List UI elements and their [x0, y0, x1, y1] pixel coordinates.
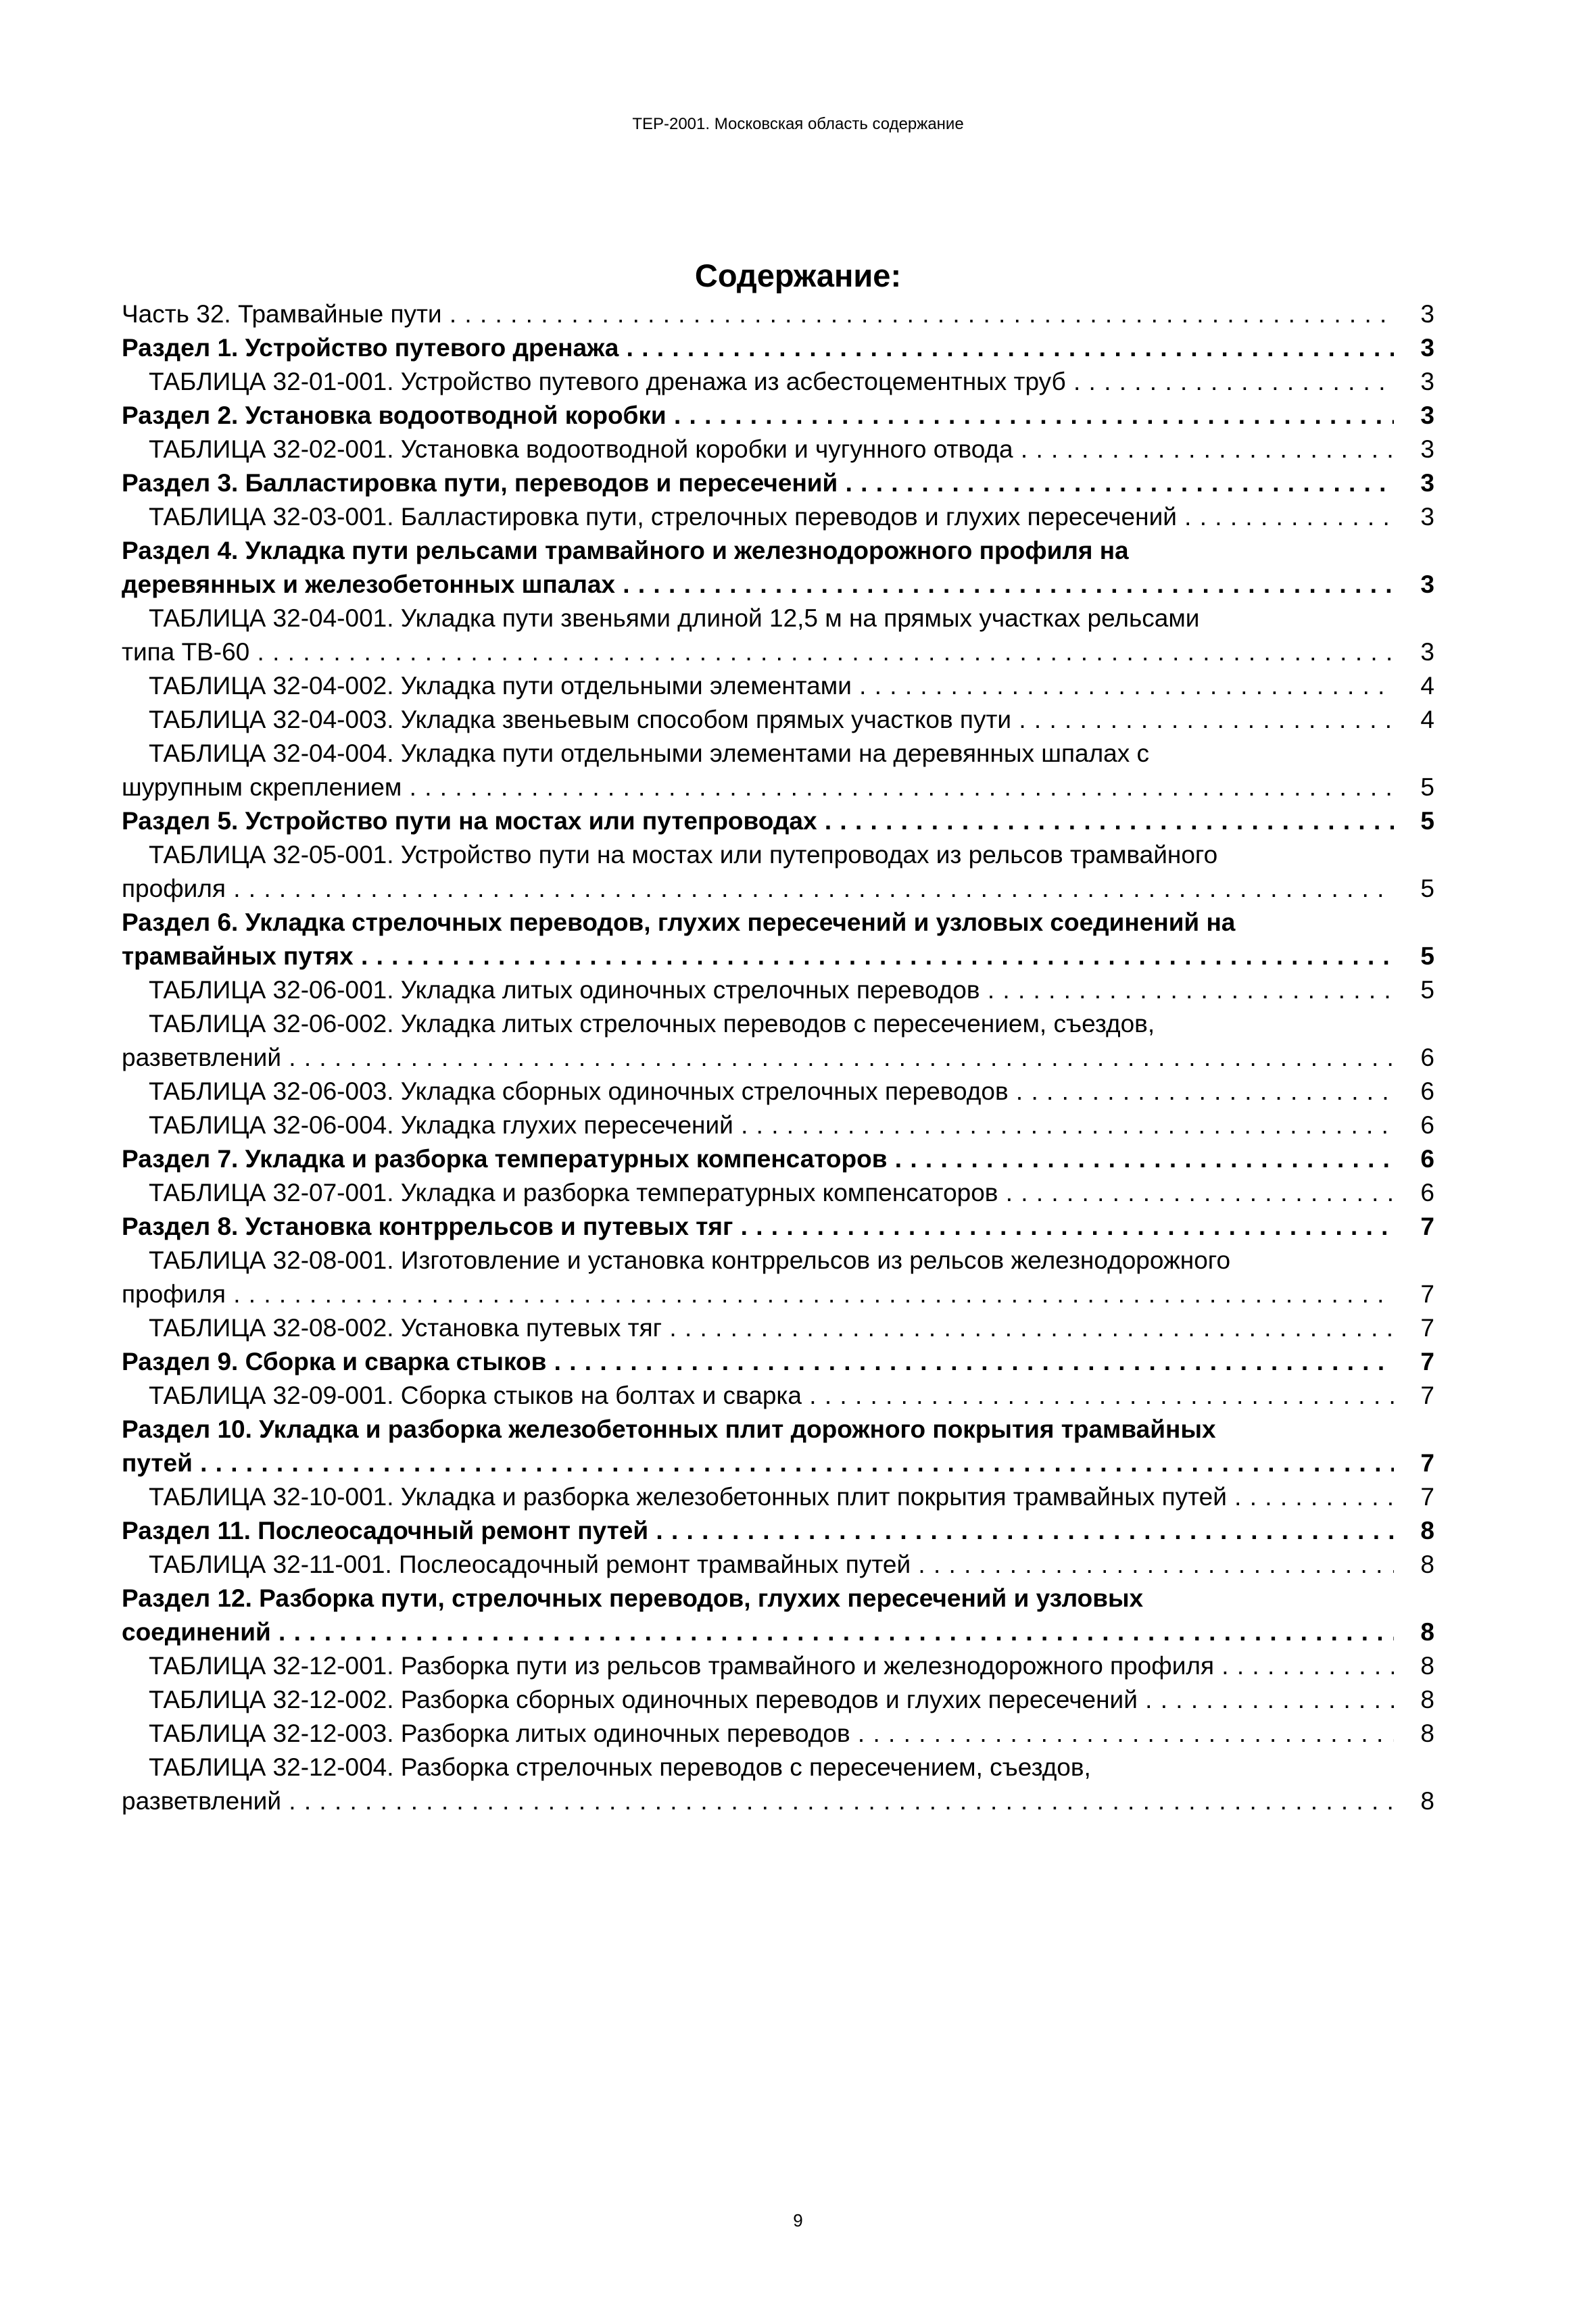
toc-page-number: 3 — [1420, 401, 1434, 429]
toc-entry[interactable] — [122, 433, 1434, 466]
toc-page-number: 8 — [1420, 1720, 1434, 1747]
toc-entry[interactable] — [122, 1514, 1434, 1548]
toc-entry-line: профиля . . . — [122, 875, 1394, 902]
toc-entry-line: Раздел 12. Разборка пути, стрелочных переводов, глухих пересечений и узловых — [122, 1584, 1144, 1612]
toc-entry-text — [122, 703, 1394, 737]
toc-page-number: 7 — [1420, 1348, 1434, 1375]
toc-entry-line: типа ТВ-60 . . . — [122, 638, 1394, 666]
toc-entry-line: деревянных и железобетонных шпалах . . . — [122, 570, 1394, 598]
toc-entry[interactable] — [122, 1345, 1434, 1379]
toc-entry-text — [122, 737, 1394, 804]
toc-page-number: 7 — [1420, 1314, 1434, 1342]
toc-entry[interactable] — [122, 399, 1434, 433]
toc-entry-text — [122, 433, 1394, 466]
toc-page-number: 6 — [1420, 1179, 1434, 1207]
toc-entry[interactable] — [122, 1244, 1434, 1311]
toc-entry[interactable] — [122, 331, 1434, 365]
toc-entry-line: Раздел 5. Устройство пути на мостах или путепроводах . . . — [122, 807, 1394, 835]
toc-entry-text — [122, 838, 1394, 906]
toc-entry-text — [122, 602, 1394, 669]
toc-page-number: 7 — [1420, 1483, 1434, 1511]
toc-page-number: 7 — [1420, 1449, 1434, 1477]
toc-entry-text — [122, 500, 1394, 534]
toc-page-number: 4 — [1420, 672, 1434, 700]
toc-entry-text — [122, 1311, 1394, 1345]
toc-entry-line: Раздел 11. Послеосадочный ремонт путей . . . — [122, 1517, 1394, 1544]
toc-entry[interactable] — [122, 1480, 1434, 1514]
toc-entry-line: ТАБЛИЦА 32-04-004. Укладка пути отдельными элементами на деревянных шпалах с — [149, 739, 1150, 767]
toc-entry[interactable] — [122, 1176, 1434, 1210]
toc-page-number: 3 — [1420, 334, 1434, 362]
toc-entry-line: разветвлений . . . — [122, 1044, 1394, 1071]
toc-entry-text — [122, 1379, 1394, 1413]
toc-entry[interactable] — [122, 838, 1434, 906]
toc-page-number: 8 — [1420, 1551, 1434, 1578]
toc-entry-line: ТАБЛИЦА 32-06-003. Укладка сборных одиночных стрелочных переводов . . . — [149, 1077, 1394, 1105]
toc-entry[interactable] — [122, 1379, 1434, 1413]
toc-page-number: 7 — [1420, 1382, 1434, 1409]
toc-page-number: 3 — [1420, 469, 1434, 497]
toc-entry-line: ТАБЛИЦА 32-06-004. Укладка глухих пересечений . . . — [149, 1111, 1394, 1139]
toc-entry-line: соединений . . . — [122, 1618, 1394, 1646]
toc-entry-line: ТАБЛИЦА 32-09-001. Сборка стыков на болтах и сварка . . . — [149, 1382, 1394, 1409]
toc-entry[interactable] — [122, 466, 1434, 500]
toc-entry-line: ТАБЛИЦА 32-04-001. Укладка пути звеньями длиной 12,5 м на прямых участках рельсами — [149, 604, 1200, 632]
toc-entry-text — [122, 1007, 1394, 1075]
toc-entry-line: ТАБЛИЦА 32-02-001. Установка водоотводной коробки и чугунного отвода . . . — [149, 435, 1394, 463]
toc-entry[interactable] — [122, 1210, 1434, 1244]
toc-entry-text — [122, 1480, 1394, 1514]
toc-entry-text — [122, 1075, 1394, 1108]
table-of-contents — [122, 297, 1434, 1818]
toc-entry-text — [122, 399, 1394, 433]
toc-entry-line: ТАБЛИЦА 32-05-001. Устройство пути на мостах или путепроводах из рельсов трамвайного — [149, 841, 1218, 869]
toc-entry[interactable] — [122, 1751, 1434, 1818]
toc-entry[interactable] — [122, 906, 1434, 973]
toc-entry[interactable] — [122, 297, 1434, 331]
toc-page-number: 6 — [1420, 1145, 1434, 1173]
toc-entry-line: Раздел 4. Укладка пути рельсами трамвайного и железнодорожного профиля на — [122, 537, 1129, 564]
toc-entry-line: ТАБЛИЦА 32-03-001. Балластировка пути, стрелочных переводов и глухих пересечений . . . — [149, 503, 1394, 531]
toc-entry-line: ТАБЛИЦА 32-06-002. Укладка литых стрелочных переводов с пересечением, съездов, — [149, 1010, 1155, 1038]
toc-entry-line: трамвайных путях . . . — [122, 942, 1394, 970]
toc-entry-line: Раздел 8. Установка контррельсов и путевых тяг . . . — [122, 1213, 1394, 1240]
toc-entry-line: ТАБЛИЦА 32-08-002. Установка путевых тяг . . . — [149, 1314, 1394, 1342]
toc-entry-text — [122, 1210, 1394, 1244]
toc-entry-text — [122, 1751, 1394, 1818]
toc-page-number: 6 — [1420, 1111, 1434, 1139]
toc-entry[interactable] — [122, 500, 1434, 534]
toc-entry-line: ТАБЛИЦА 32-12-001. Разборка пути из рельсов трамвайного и железнодорожного профиля . . . — [149, 1652, 1394, 1680]
toc-entry-text — [122, 1683, 1394, 1717]
toc-entry-line: профиля . . . — [122, 1280, 1394, 1308]
toc-page-number: 3 — [1420, 503, 1434, 531]
toc-entry-text — [122, 534, 1394, 602]
toc-entry[interactable] — [122, 669, 1434, 703]
toc-entry[interactable] — [122, 1649, 1434, 1683]
toc-entry[interactable] — [122, 1413, 1434, 1480]
toc-page-number: 8 — [1420, 1686, 1434, 1713]
toc-page-number: 5 — [1420, 807, 1434, 835]
toc-page-number: 4 — [1420, 706, 1434, 733]
toc-entry-text — [122, 466, 1394, 500]
toc-entry[interactable] — [122, 365, 1434, 399]
toc-entry-line: ТАБЛИЦА 32-04-002. Укладка пути отдельными элементами . . . — [149, 672, 1394, 700]
toc-entry[interactable] — [122, 1582, 1434, 1649]
toc-entry-line: ТАБЛИЦА 32-10-001. Укладка и разборка железобетонных плит покрытия трамвайных путей . . . — [149, 1483, 1394, 1511]
toc-entry-line: Раздел 10. Укладка и разборка железобетонных плит дорожного покрытия трамвайных — [122, 1415, 1216, 1443]
toc-page-number: 3 — [1420, 300, 1434, 328]
toc-entry-line: путей . . . — [122, 1449, 1394, 1477]
toc-entry[interactable] — [122, 1311, 1434, 1345]
toc-entry-line: Раздел 7. Укладка и разборка температурных компенсаторов . . . — [122, 1145, 1394, 1173]
toc-entry-text — [122, 297, 1394, 331]
toc-entry-line: Раздел 6. Укладка стрелочных переводов, глухих пересечений и узловых соединений на — [122, 908, 1236, 936]
toc-entry-line: ТАБЛИЦА 32-12-003. Разборка литых одиночных переводов . . . — [149, 1720, 1394, 1747]
toc-entry-line: ТАБЛИЦА 32-06-001. Укладка литых одиночных стрелочных переводов . . . — [149, 976, 1394, 1004]
toc-entry-line: ТАБЛИЦА 32-12-002. Разборка сборных одиночных переводов и глухих пересечений . . . — [149, 1686, 1394, 1713]
toc-page-number: 5 — [1420, 875, 1434, 902]
toc-title: Содержание: — [694, 258, 902, 293]
toc-page-number: 8 — [1420, 1517, 1434, 1544]
toc-page-number: 5 — [1420, 976, 1434, 1004]
toc-entry-line: Раздел 9. Сборка и сварка стыков . . . — [122, 1348, 1394, 1375]
toc-entry-text — [122, 365, 1394, 399]
toc-page-number: 3 — [1420, 435, 1434, 463]
toc-page-number: 8 — [1420, 1618, 1434, 1646]
toc-page-number: 5 — [1420, 942, 1434, 970]
toc-entry-line: Раздел 3. Балластировка пути, переводов и пересечений . . . — [122, 469, 1394, 497]
toc-entry-line: разветвлений . . . — [122, 1787, 1394, 1815]
toc-entry-line: шурупным скреплением . . . — [122, 773, 1394, 801]
toc-entry-text — [122, 973, 1394, 1007]
toc-entry-line: ТАБЛИЦА 32-12-004. Разборка стрелочных переводов с пересечением, съездов, — [149, 1753, 1091, 1781]
page-number: 9 — [793, 2210, 803, 2231]
toc-entry[interactable] — [122, 1007, 1434, 1075]
toc-entry-line: ТАБЛИЦА 32-11-001. Послеосадочный ремонт трамвайных путей . . . — [149, 1551, 1394, 1578]
toc-page-number: 3 — [1420, 368, 1434, 395]
toc-entry[interactable] — [122, 1548, 1434, 1582]
toc-page-number: 8 — [1420, 1787, 1434, 1815]
toc-entry-line: Раздел 2. Установка водоотводной коробки . . . — [122, 401, 1394, 429]
toc-entry-text — [122, 331, 1394, 365]
toc-entry[interactable] — [122, 1142, 1434, 1176]
toc-page-number: 3 — [1420, 638, 1434, 666]
toc-entry[interactable] — [122, 534, 1434, 602]
toc-entry-line: ТАБЛИЦА 32-01-001. Устройство путевого дренажа из асбестоцементных труб . . . — [149, 368, 1394, 395]
toc-page-number: 7 — [1420, 1213, 1434, 1240]
toc-entry[interactable] — [122, 973, 1434, 1007]
toc-entry-text — [122, 669, 1394, 703]
toc-entry[interactable] — [122, 602, 1434, 669]
toc-entry-line: ТАБЛИЦА 32-04-003. Укладка звеньевым способом прямых участков пути . . . — [149, 706, 1394, 733]
toc-entry-line: Часть 32. Трамвайные пути . . . — [122, 300, 1394, 328]
toc-entry[interactable] — [122, 1683, 1434, 1717]
toc-entry-line: ТАБЛИЦА 32-07-001. Укладка и разборка температурных компенсаторов . . . — [149, 1179, 1394, 1207]
toc-entry[interactable] — [122, 1075, 1434, 1108]
toc-page-number: 3 — [1420, 570, 1434, 598]
toc-entry[interactable] — [122, 1717, 1434, 1751]
toc-entry-text — [122, 1413, 1394, 1480]
toc-entry-line: Раздел 1. Устройство путевого дренажа . . . — [122, 334, 1394, 362]
toc-entry[interactable] — [122, 804, 1434, 838]
toc-entry-text — [122, 1582, 1394, 1649]
toc-page-number: 8 — [1420, 1652, 1434, 1680]
toc-entry-line: ТАБЛИЦА 32-08-001. Изготовление и установка контррельсов из рельсов железнодорожного — [149, 1246, 1231, 1274]
toc-entry[interactable] — [122, 703, 1434, 737]
toc-entry-text — [122, 906, 1394, 973]
toc-entry[interactable] — [122, 1108, 1434, 1142]
toc-entry-text — [122, 1142, 1394, 1176]
toc-page-number: 7 — [1420, 1280, 1434, 1308]
toc-entry-text — [122, 1345, 1394, 1379]
toc-entry[interactable] — [122, 737, 1434, 804]
toc-page-number: 5 — [1420, 773, 1434, 801]
toc-page-number: 6 — [1420, 1077, 1434, 1105]
running-header: ТЕР-2001. Московская область содержание — [632, 115, 964, 133]
toc-entry-text — [122, 1717, 1394, 1751]
toc-entry-text — [122, 1108, 1394, 1142]
toc-entry-text — [122, 1649, 1394, 1683]
toc-entry-text — [122, 1514, 1394, 1548]
toc-entry-text — [122, 1244, 1394, 1311]
toc-entry-text — [122, 1548, 1394, 1582]
toc-page-number: 6 — [1420, 1044, 1434, 1071]
toc-entry-text — [122, 804, 1394, 838]
toc-entry-text — [122, 1176, 1394, 1210]
